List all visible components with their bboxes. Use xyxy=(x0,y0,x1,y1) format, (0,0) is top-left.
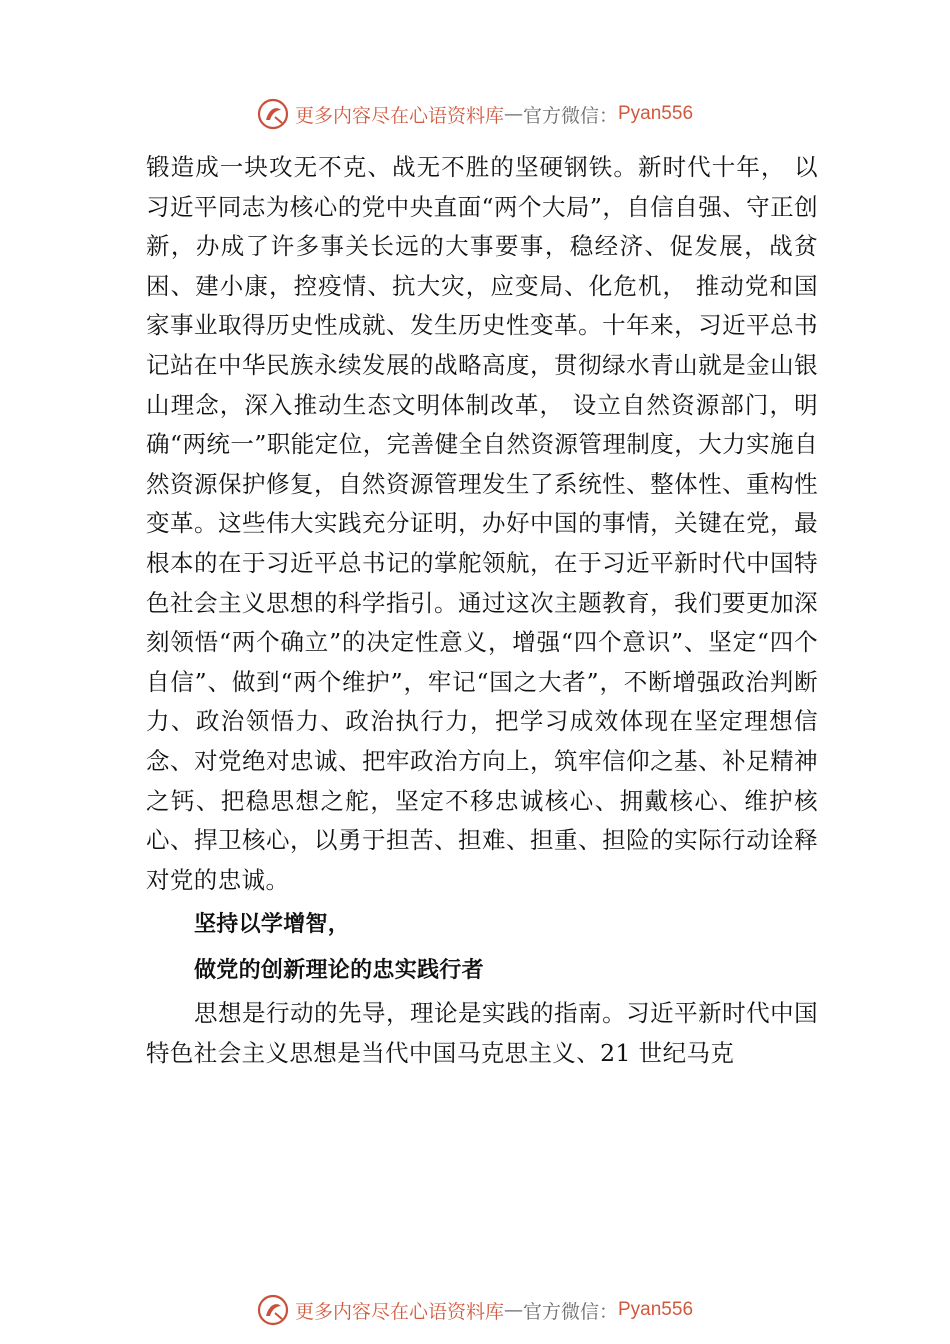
section-heading-line-2: 做党的创新理论的忠实践行者 xyxy=(194,958,484,984)
footer-banner-separator: — xyxy=(503,1299,523,1321)
footer-banner-id: Pyan556 xyxy=(618,1299,694,1320)
header-banner-text: 更多内容尽在心语资料库 xyxy=(294,104,504,127)
header-banner-id: Pyan556 xyxy=(618,103,694,124)
header-banner-separator: — xyxy=(503,103,523,125)
logo-icon xyxy=(257,98,289,130)
header-banner xyxy=(0,94,950,134)
body-paragraph-1: 锻造成一块攻无不克、战无不胜的坚硬钢铁。新时代十年， 以习近平同志为核心的党中央直面“两个大局”，自信自强、守正创新，办成了许多事关长远的大事要事，稳经济、促发展，战贫困、建小康，控疫情、抗大灾，应变局、化危机， 推动党和国家事业取得历史性成就、发生历史性变革。十年来，习近平总书记站在中华民族永续发展的战略高度，贯彻绿水青山就是金山银山理念，深入推动生态文明体制改革， 设立自然资源部门，明确“两统一”职能定位，完善健全自然资源管理制度，大力实施自然资源保护修复，自然资源管理发生了系统性、整体性、重构性变革。这些伟大实践充分证明，办好中国的事情，关键在党，最根本的在于习近平总书记的掌舵领航，在于习近平新时代中国特色社会主义思想的科学指引。通过这次主题教育，我们要更加深刻领悟“两个确立”的决定性意义，增强“四个意识”、坚定“四个自信”、做到“两个维护”，牢记“国之大者”，不断增强政治判断力、政治领悟力、政治执行力，把学习成效体现在坚定理想信念、对党绝对忠诚、把牢政治方向上，筑牢信仰之基、补足精神之钙、把稳思想之舵，坚定不移忠诚核心、拥戴核心、维护核心、捍卫核心，以勇于担苦、担难、担重、担险的实际行动诠释对党的忠诚。 xyxy=(146,153,818,894)
header-banner-label: 官方微信： xyxy=(522,104,618,127)
footer-banner-label: 官方微信： xyxy=(522,1300,618,1323)
body-paragraph-2: 思想是行动的先导，理论是实践的指南。习近平新时代中国特色社会主义思想是当代中国马克思主义、21 世纪马克 xyxy=(146,999,818,1067)
footer-banner-text: 更多内容尽在心语资料库 xyxy=(294,1300,504,1323)
section-heading-line-1: 坚持以学增智， xyxy=(194,912,351,938)
footer-banner xyxy=(0,1290,950,1330)
logo-icon xyxy=(257,1294,289,1326)
document-body xyxy=(146,148,818,1073)
